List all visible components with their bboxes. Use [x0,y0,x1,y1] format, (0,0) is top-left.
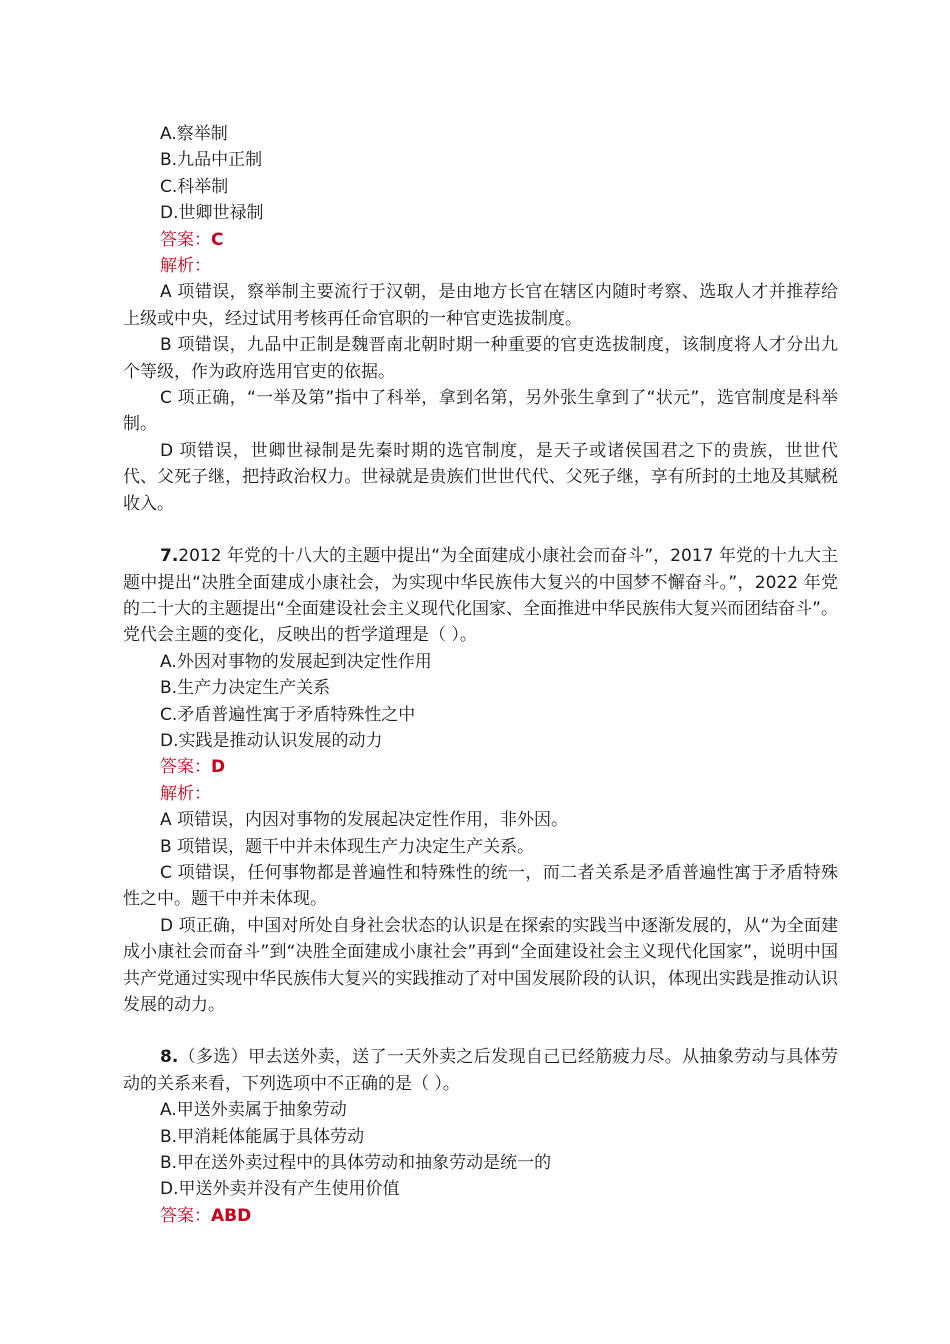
q6-analysis-b: B 项错误，九品中正制是魏晋南北朝时期一种重要的官吏选拔制度，该制度将人才分出九个等级，作为政府选用官吏的依据。 [123,335,838,382]
q6-option-c: C.科举制 [160,176,229,197]
q8-stem-text: （多选）甲去送外卖，送了一天外卖之后发现自己已经筋疲力尽。从抽象劳动与具体劳动的关系来看，下列选项中不正确的是（ ）。 [123,1047,838,1094]
q6-analysis-c: C 项正确，“一举及第”指中了科举，拿到名第，另外张生拿到了“状元”，选官制度是科举制。 [123,388,838,435]
q7-option-a: A.外因对事物的发展起到决定性作用 [160,651,432,672]
q8-option-c: B.甲在送外卖过程中的具体劳动和抽象劳动是统一的 [160,1153,552,1174]
q8-stem [123,1044,838,1097]
question-8 [123,1044,838,1229]
q7-analysis-b: B 项错误，题干中并未体现生产力决定生产关系。 [160,836,535,857]
q8-answer-label: 答案： [160,1205,211,1226]
q7-option-b: B.生产力决定生产关系 [160,678,331,699]
q8-option-a: A.甲送外卖属于抽象劳动 [160,1100,347,1121]
q8-answer [123,1203,838,1229]
q8-option-b: B.甲消耗体能属于具体劳动 [160,1126,365,1147]
q7-analysis-a: A 项错误，内因对事物的发展起决定性作用，非外因。 [160,810,569,831]
q7-stem-text: 2012 年党的十八大的主题中提出“为全面建成小康社会而奋斗”，2017 年党的十九大主题中提出“决胜全面建成小康社会，为实现中华民族伟大复兴的中国梦不懈奋斗。”，2022 年党的二十大的主题提出“全面建设社会主义现代化国家、全面推进中华民族伟大复兴而团结奋斗”。党代会主题的变化，反映出的哲学道理是（ ）。 [123,546,838,646]
q6-analysis-a: A 项错误，察举制主要流行于汉朝，是由地方长官在辖区内随时考察、选取人才并推荐给上级或中央，经过试用考核再任命官职的一种官吏选拔制度。 [123,282,838,329]
question-6 [123,121,838,517]
q6-option-a: A.察举制 [160,124,228,144]
q6-answer-value: C [211,229,224,250]
spacer [123,517,838,543]
q8-option-d: D.甲送外卖并没有产生使用价值 [160,1179,400,1200]
q7-analysis-label: 解析： [160,783,211,804]
q6-option-b: B.九品中正制 [160,150,263,171]
question-7 [123,543,838,1018]
document-page [123,121,838,1229]
q7-option-c: C.矛盾普遍性寓于矛盾特殊性之中 [160,704,416,725]
q6-analysis-label: 解析： [160,256,211,277]
q6-answer [123,227,838,253]
q6-analysis-d: D 项错误，世卿世禄制是先秦时期的选官制度，是天子或诸侯国君之下的贵族，世世代代、父死子继，把持政治权力。世禄就是贵族们世世代代、父死子继，享有所封的土地及其赋税收入。 [123,440,838,514]
q7-number: 7. [160,546,179,567]
q7-analysis-c: C 项错误，任何事物都是普遍性和特殊性的统一，而二者关系是矛盾普遍性寓于矛盾特殊性之中。题干中并未体现。 [123,862,838,910]
q7-answer-value: D [211,757,226,778]
q6-answer-label: 答案： [160,229,211,250]
q7-answer [123,754,838,780]
q6-option-d: D.世卿世禄制 [160,203,264,224]
q7-stem [123,543,838,649]
spacer [123,1018,838,1044]
q8-number: 8. [160,1047,179,1068]
q7-answer-label: 答案： [160,757,211,778]
q7-option-d: D.实践是推动认识发展的动力 [160,730,383,751]
q8-answer-value: ABD [211,1205,252,1226]
q7-analysis-d: D 项正确，中国对所处自身社会状态的认识是在探索的实践当中逐渐发展的，从“为全面建成小康社会而奋斗”到“决胜全面建成小康社会”再到“全面建设社会主义现代化国家”，说明中国共产党通过实现中华民族伟大复兴的实践推动了对中国发展阶段的认识，体现出实践是推动认识发展的动力。 [123,915,838,1015]
